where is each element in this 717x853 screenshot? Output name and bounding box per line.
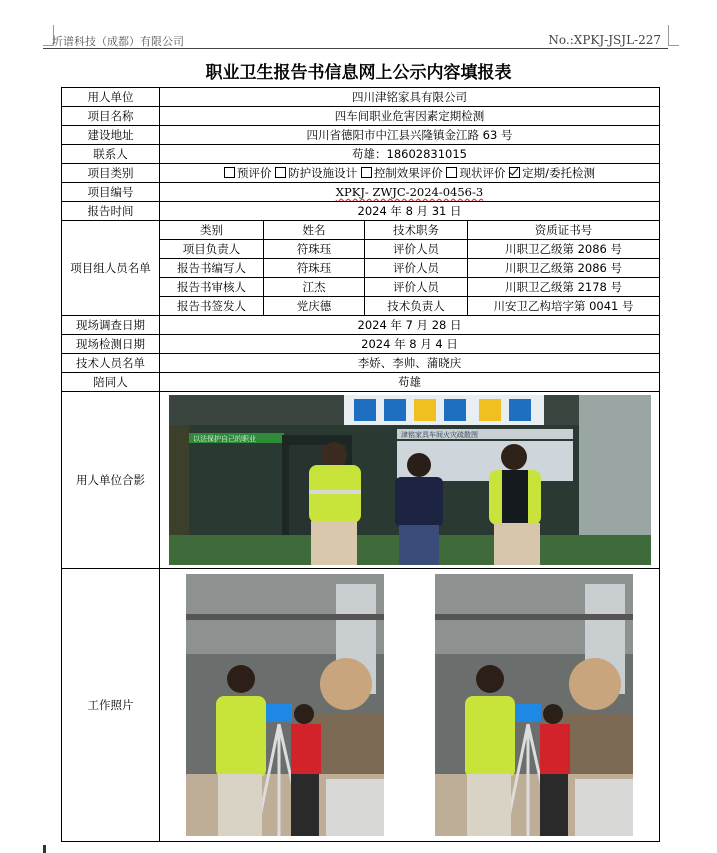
category-options xyxy=(160,164,660,183)
address-label: 建设地址 xyxy=(62,126,160,145)
page-title: 职业卫生报告书信息网上公示内容填报表 xyxy=(205,63,512,83)
row-detect-date xyxy=(62,335,660,354)
row-tech-staff xyxy=(62,354,660,373)
work-photo-1 xyxy=(186,574,384,836)
contact-label: 联系人 xyxy=(62,145,160,164)
employer-value: 四川津铭家具有限公司 xyxy=(160,88,660,107)
team-cell: 项目负责人 xyxy=(160,240,264,259)
checkbox-icon xyxy=(224,167,235,178)
detect-date-label: 现场检测日期 xyxy=(62,335,160,354)
header-company: 圻谱科技（成都）有限公司 xyxy=(52,35,184,48)
checkbox-checked-icon xyxy=(509,167,520,178)
row-category xyxy=(62,164,660,183)
row-project-name xyxy=(62,107,660,126)
photo-banner-right: 津铭家具车间火灾疏散图 xyxy=(400,431,478,439)
team-cell: 符珠珏 xyxy=(264,259,365,278)
row-contact xyxy=(62,145,660,164)
team-cell: 川职卫乙级第 2086 号 xyxy=(468,240,660,259)
team-cell: 江杰 xyxy=(264,278,365,297)
team-header-row xyxy=(62,221,660,240)
work-photo-2 xyxy=(435,574,633,836)
checkbox-icon xyxy=(275,167,286,178)
row-address xyxy=(62,126,660,145)
row-project-number xyxy=(62,183,660,202)
report-time-label: 报告时间 xyxy=(62,202,160,221)
address-value: 四川省德阳市中江县兴隆镇金江路 63 号 xyxy=(160,126,660,145)
row-group-photo xyxy=(62,392,660,569)
team-label: 项目组人员名单 xyxy=(62,221,160,316)
header-doc-number: No.:XPKJ-JSJL-227 xyxy=(548,33,661,47)
team-cell: 技术负责人 xyxy=(365,297,468,316)
group-photo-cell xyxy=(160,392,660,569)
team-cell: 评价人员 xyxy=(365,240,468,259)
category-option[interactable]: 防护设施设计 xyxy=(275,166,357,180)
team-cell: 报告书编写人 xyxy=(160,259,264,278)
group-photo-label: 用人单位合影 xyxy=(62,392,160,569)
team-cell: 评价人员 xyxy=(365,259,468,278)
tech-staff-value: 李娇、李帅、蒲晓庆 xyxy=(160,354,660,373)
row-companion xyxy=(62,373,660,392)
info-table xyxy=(61,87,660,842)
companion-label: 陪同人 xyxy=(62,373,160,392)
detect-date-value: 2024 年 8 月 4 日 xyxy=(160,335,660,354)
category-option[interactable]: 定期/委托检测 xyxy=(509,166,595,180)
row-survey-date xyxy=(62,316,660,335)
header-rule xyxy=(43,48,668,49)
corner-mark-top-right xyxy=(668,25,679,46)
work-photo-label: 工作照片 xyxy=(62,569,160,842)
report-time-value: 2024 年 8 月 31 日 xyxy=(160,202,660,221)
team-cell: 报告书审核人 xyxy=(160,278,264,297)
project-number-value: XPKJ- ZWJC-2024-0456-3 xyxy=(160,183,660,202)
survey-date-value: 2024 年 7 月 28 日 xyxy=(160,316,660,335)
employer-label: 用人单位 xyxy=(62,88,160,107)
team-cell: 报告书签发人 xyxy=(160,297,264,316)
checkbox-icon xyxy=(446,167,457,178)
page-edge-mark xyxy=(43,845,46,853)
category-option[interactable]: 控制效果评价 xyxy=(361,166,443,180)
team-header-title: 技术职务 xyxy=(365,221,468,240)
survey-date-label: 现场调查日期 xyxy=(62,316,160,335)
team-cell: 党庆德 xyxy=(264,297,365,316)
project-number-label: 项目编号 xyxy=(62,183,160,202)
team-cell: 川职卫乙级第 2086 号 xyxy=(468,259,660,278)
category-option[interactable]: 预评价 xyxy=(224,166,272,180)
project-name-label: 项目名称 xyxy=(62,107,160,126)
project-name-value: 四车间职业危害因素定期检测 xyxy=(160,107,660,126)
group-photo xyxy=(169,395,651,565)
team-cell: 川职卫乙级第 2178 号 xyxy=(468,278,660,297)
team-cell: 符珠珏 xyxy=(264,240,365,259)
team-header-name: 姓名 xyxy=(264,221,365,240)
contact-value: 苟雄：18602831015 xyxy=(160,145,660,164)
category-option[interactable]: 现状评价 xyxy=(446,166,505,180)
work-photo-cell xyxy=(160,569,660,842)
team-cell: 评价人员 xyxy=(365,278,468,297)
team-header-cert: 资质证书号 xyxy=(468,221,660,240)
row-employer xyxy=(62,88,660,107)
checkbox-icon xyxy=(361,167,372,178)
team-header-category: 类别 xyxy=(160,221,264,240)
tech-staff-label: 技术人员名单 xyxy=(62,354,160,373)
companion-value: 苟雄 xyxy=(160,373,660,392)
team-cell: 川安卫乙构培字第 0041 号 xyxy=(468,297,660,316)
row-work-photo xyxy=(62,569,660,842)
category-label: 项目类别 xyxy=(62,164,160,183)
row-report-time xyxy=(62,202,660,221)
photo-banner-left: 以法保护自己的职业 xyxy=(192,435,256,443)
